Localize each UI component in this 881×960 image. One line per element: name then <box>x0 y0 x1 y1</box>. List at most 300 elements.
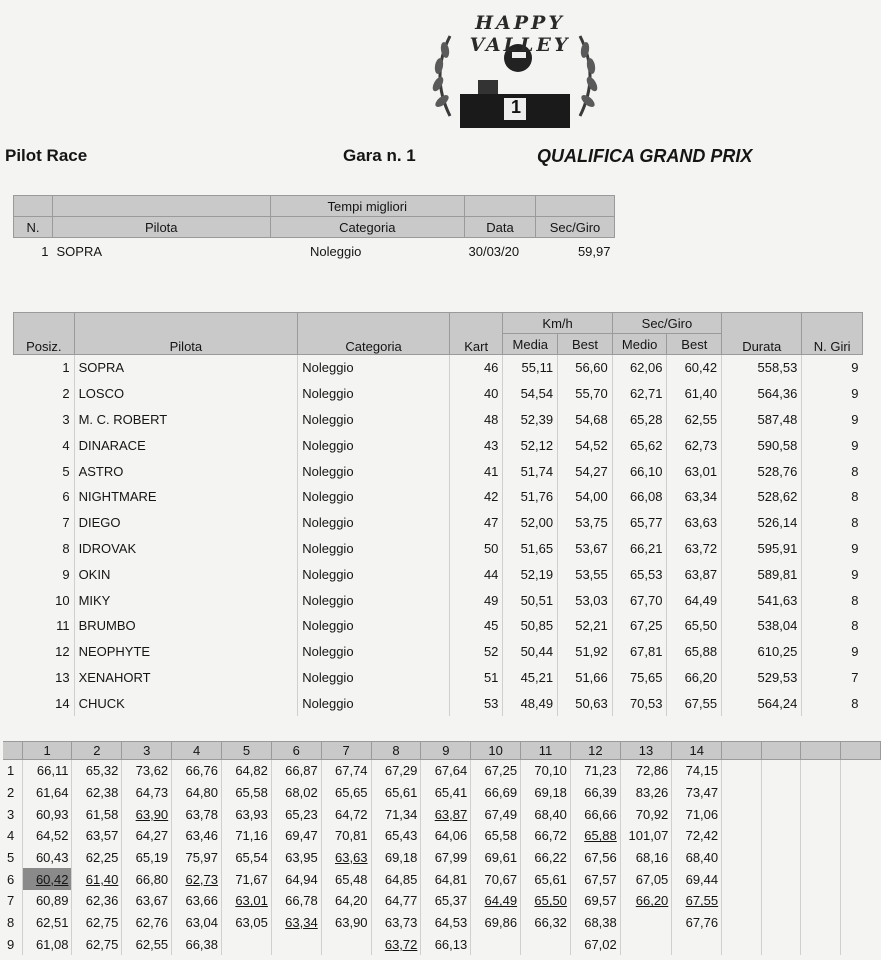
cell-n-giri: 8 <box>802 587 863 613</box>
lap-time: 61,64 <box>22 782 72 804</box>
col-n: N. <box>14 217 53 238</box>
lap-time: 73,47 <box>672 782 722 804</box>
best-categoria: Noleggio <box>310 243 362 259</box>
lap-time: 101,07 <box>620 825 672 847</box>
lap-time <box>672 934 722 956</box>
cell-best-kmh: 53,03 <box>558 587 613 613</box>
cell-categoria: Noleggio <box>298 613 450 639</box>
col-pilot-2: 2 <box>72 742 122 760</box>
cell-media-kmh: 52,19 <box>503 561 558 587</box>
lap-time: 64,27 <box>122 825 172 847</box>
lap-time: 63,67 <box>122 890 172 912</box>
cell-media-kmh: 48,49 <box>503 690 558 716</box>
cell-kart: 53 <box>449 690 502 716</box>
cell-best-kmh: 52,21 <box>558 613 613 639</box>
cell-medio-sec: 62,71 <box>612 381 667 407</box>
lap-time: 64,52 <box>22 825 72 847</box>
cell-posiz: 7 <box>62 515 70 531</box>
lap-time: 67,05 <box>620 868 672 890</box>
lap-time: 62,36 <box>72 890 122 912</box>
lap-time: 63,78 <box>172 803 222 825</box>
lap-time: 70,10 <box>521 760 571 782</box>
cell-posiz: 12 <box>55 644 70 660</box>
lap-time: 71,16 <box>222 825 272 847</box>
cell-durata: 558,53 <box>722 355 802 381</box>
cell-posiz: 14 <box>55 695 70 711</box>
lap-time: 66,20 <box>620 890 672 912</box>
lap-time: 69,57 <box>570 890 620 912</box>
lap-time: 63,01 <box>222 890 272 912</box>
col-pilota: Pilota <box>74 313 298 355</box>
lap-time: 64,77 <box>371 890 421 912</box>
cell-best-sec: 63,63 <box>667 510 722 536</box>
col-pilot-6: 6 <box>271 742 321 760</box>
lap-time: 66,72 <box>521 825 571 847</box>
group-sec-giro: Sec/Giro <box>612 313 721 334</box>
lap-time: 83,26 <box>620 782 672 804</box>
col-best-sec: Best <box>667 334 722 355</box>
lap-time: 74,15 <box>672 760 722 782</box>
cell-media-kmh: 52,39 <box>503 407 558 433</box>
col-categoria: Categoria <box>270 217 464 238</box>
col-pilot-10: 10 <box>471 742 521 760</box>
cell-media-kmh: 50,51 <box>503 587 558 613</box>
lap-time: 67,02 <box>570 934 620 956</box>
table-row <box>14 355 863 381</box>
cell-posiz: 5 <box>62 463 70 479</box>
lap-time: 72,42 <box>672 825 722 847</box>
lap-time: 71,34 <box>371 803 421 825</box>
cell-best-kmh: 54,00 <box>558 484 613 510</box>
cell-best-kmh: 50,63 <box>558 690 613 716</box>
cell-pilota: IDROVAK <box>74 536 298 562</box>
cell-n-giri: 9 <box>802 381 863 407</box>
lap-time: 65,54 <box>222 847 272 869</box>
cell-categoria: Noleggio <box>298 665 450 691</box>
cell-categoria: Noleggio <box>298 510 450 536</box>
lap-time: 63,57 <box>72 825 122 847</box>
cell-best-sec: 66,20 <box>667 665 722 691</box>
col-pilot-11: 11 <box>521 742 571 760</box>
col-pilot-14: 14 <box>672 742 722 760</box>
cell-best-kmh: 53,67 <box>558 536 613 562</box>
cell-n-giri: 9 <box>802 561 863 587</box>
lap-time: 64,85 <box>371 868 421 890</box>
lap-time: 63,66 <box>172 890 222 912</box>
table-row <box>14 432 863 458</box>
cell-pilota: XENAHORT <box>74 665 298 691</box>
cell-categoria: Noleggio <box>298 458 450 484</box>
cell-best-sec: 63,34 <box>667 484 722 510</box>
cell-n-giri: 8 <box>802 613 863 639</box>
cell-pilota: CHUCK <box>74 690 298 716</box>
lap-time: 63,04 <box>172 912 222 934</box>
cell-media-kmh: 51,74 <box>503 458 558 484</box>
lap-time: 68,40 <box>672 847 722 869</box>
col-posiz: Posiz. <box>14 313 75 355</box>
cell-medio-sec: 67,25 <box>612 613 667 639</box>
lap-time: 64,53 <box>421 912 471 934</box>
lap-time: 63,93 <box>222 803 272 825</box>
best-times-header: Tempi migliori <box>270 196 464 217</box>
lap-number: 2 <box>7 785 15 801</box>
lap-time: 64,81 <box>421 868 471 890</box>
lap-times-table <box>3 741 881 955</box>
cell-n-giri: 9 <box>802 639 863 665</box>
table-row <box>14 238 615 265</box>
cell-posiz: 9 <box>62 566 70 582</box>
logo-podium-number: 1 <box>510 97 521 117</box>
lap-time: 62,51 <box>22 912 72 934</box>
lap-time: 62,55 <box>122 934 172 956</box>
cell-durata: 528,62 <box>722 484 802 510</box>
best-pilota: SOPRA <box>56 243 103 259</box>
lap-time: 66,39 <box>570 782 620 804</box>
lap-time: 62,73 <box>172 868 222 890</box>
table-row <box>14 536 863 562</box>
lap-time: 69,44 <box>672 868 722 890</box>
cell-pilota: M. C. ROBERT <box>74 407 298 433</box>
lap-time: 69,18 <box>521 782 571 804</box>
lap-time <box>321 934 371 956</box>
table-row <box>3 890 881 912</box>
col-pilot-3: 3 <box>122 742 172 760</box>
cell-medio-sec: 66,21 <box>612 536 667 562</box>
lap-time: 65,50 <box>521 890 571 912</box>
lap-time <box>222 934 272 956</box>
lap-time: 67,57 <box>570 868 620 890</box>
table-row <box>14 407 863 433</box>
lap-time: 66,76 <box>172 760 222 782</box>
cell-best-sec: 62,55 <box>667 407 722 433</box>
cell-posiz: 2 <box>62 386 70 402</box>
cell-pilota: DIEGO <box>74 510 298 536</box>
cell-media-kmh: 52,12 <box>503 432 558 458</box>
col-pilot-8: 8 <box>371 742 421 760</box>
cell-medio-sec: 65,53 <box>612 561 667 587</box>
lap-time: 66,78 <box>271 890 321 912</box>
col-durata: Durata <box>722 313 802 355</box>
cell-categoria: Noleggio <box>298 381 450 407</box>
lap-time: 60,42 <box>22 868 72 890</box>
cell-pilota: BRUMBO <box>74 613 298 639</box>
lap-time: 62,75 <box>72 912 122 934</box>
col-medio: Medio <box>612 334 667 355</box>
table-row <box>3 760 881 782</box>
lap-time <box>521 934 571 956</box>
lap-time: 65,61 <box>371 782 421 804</box>
lap-time: 66,22 <box>521 847 571 869</box>
lap-time: 67,74 <box>321 760 371 782</box>
session-title: QUALIFICA GRAND PRIX <box>537 146 753 166</box>
cell-best-sec: 65,50 <box>667 613 722 639</box>
cell-n-giri: 8 <box>802 510 863 536</box>
table-row <box>14 613 863 639</box>
lap-time: 63,90 <box>321 912 371 934</box>
lap-time: 65,41 <box>421 782 471 804</box>
lap-time: 62,76 <box>122 912 172 934</box>
table-row <box>14 665 863 691</box>
lap-time: 68,38 <box>570 912 620 934</box>
cell-media-kmh: 51,65 <box>503 536 558 562</box>
lap-time: 63,46 <box>172 825 222 847</box>
table-row <box>14 381 863 407</box>
cell-best-kmh: 56,60 <box>558 355 613 381</box>
lap-time <box>620 934 672 956</box>
table-row <box>14 484 863 510</box>
cell-n-giri: 9 <box>802 407 863 433</box>
cell-medio-sec: 62,06 <box>612 355 667 381</box>
cell-posiz: 8 <box>62 540 70 556</box>
cell-kart: 51 <box>449 665 502 691</box>
cell-kart: 52 <box>449 639 502 665</box>
col-pilot-7: 7 <box>321 742 371 760</box>
cell-medio-sec: 66,08 <box>612 484 667 510</box>
cell-n-giri: 7 <box>802 665 863 691</box>
cell-best-kmh: 53,55 <box>558 561 613 587</box>
lap-time: 63,87 <box>421 803 471 825</box>
lap-time: 69,86 <box>471 912 521 934</box>
table-row <box>3 825 881 847</box>
col-sec-giro: Sec/Giro <box>536 217 615 238</box>
col-pilot-9: 9 <box>421 742 471 760</box>
cell-posiz: 11 <box>56 618 70 634</box>
lap-number: 4 <box>7 828 15 844</box>
table-row <box>14 561 863 587</box>
best-n: 1 <box>41 243 49 259</box>
table-row <box>14 587 863 613</box>
cell-durata: 595,91 <box>722 536 802 562</box>
cell-kart: 49 <box>449 587 502 613</box>
cell-categoria: Noleggio <box>298 355 450 381</box>
cell-pilota: MIKY <box>74 587 298 613</box>
race-number: Gara n. 1 <box>343 146 416 165</box>
lap-time: 65,58 <box>222 782 272 804</box>
col-n-giri: N. Giri <box>802 313 863 355</box>
lap-time: 63,72 <box>371 934 421 956</box>
cell-durata: 610,25 <box>722 639 802 665</box>
cell-media-kmh: 50,44 <box>503 639 558 665</box>
table-row <box>14 690 863 716</box>
cell-n-giri: 9 <box>802 355 863 381</box>
lap-time: 65,23 <box>271 803 321 825</box>
col-best-kmh: Best <box>558 334 613 355</box>
cell-media-kmh: 50,85 <box>503 613 558 639</box>
cell-categoria: Noleggio <box>298 690 450 716</box>
group-kmh: Km/h <box>503 313 612 334</box>
cell-categoria: Noleggio <box>298 484 450 510</box>
col-pilot-5: 5 <box>222 742 272 760</box>
lap-time: 67,64 <box>421 760 471 782</box>
lap-time: 71,67 <box>222 868 272 890</box>
cell-kart: 46 <box>449 355 502 381</box>
cell-media-kmh: 52,00 <box>503 510 558 536</box>
lap-time <box>620 912 672 934</box>
lap-time: 60,93 <box>22 803 72 825</box>
lap-time: 66,32 <box>521 912 571 934</box>
lap-time: 64,73 <box>122 782 172 804</box>
lap-time: 63,34 <box>271 912 321 934</box>
cell-n-giri: 8 <box>802 484 863 510</box>
lap-time: 65,37 <box>421 890 471 912</box>
lap-time: 62,38 <box>72 782 122 804</box>
col-categoria: Categoria <box>298 313 450 355</box>
cell-posiz: 6 <box>62 489 70 505</box>
lap-time: 68,40 <box>521 803 571 825</box>
cell-durata: 590,58 <box>722 432 802 458</box>
cell-kart: 40 <box>449 381 502 407</box>
cell-n-giri: 8 <box>802 458 863 484</box>
lap-number: 1 <box>7 763 15 779</box>
cell-media-kmh: 51,76 <box>503 484 558 510</box>
table-row <box>14 639 863 665</box>
cell-posiz: 4 <box>62 437 70 453</box>
lap-time: 66,69 <box>471 782 521 804</box>
lap-time: 69,47 <box>271 825 321 847</box>
cell-categoria: Noleggio <box>298 536 450 562</box>
cell-durata: 538,04 <box>722 613 802 639</box>
lap-time: 64,20 <box>321 890 371 912</box>
best-sec-giro: 59,97 <box>577 243 611 259</box>
col-kart: Kart <box>449 313 502 355</box>
lap-time: 70,81 <box>321 825 371 847</box>
lap-time: 65,19 <box>122 847 172 869</box>
best-data: 30/03/20 <box>468 243 520 259</box>
cell-durata: 564,24 <box>722 690 802 716</box>
lap-time: 63,90 <box>122 803 172 825</box>
col-media: Media <box>503 334 558 355</box>
lap-time: 62,25 <box>72 847 122 869</box>
cell-categoria: Noleggio <box>298 561 450 587</box>
lap-time: 71,23 <box>570 760 620 782</box>
lap-time: 66,87 <box>271 760 321 782</box>
table-row <box>3 934 881 956</box>
cell-categoria: Noleggio <box>298 407 450 433</box>
cell-posiz: 3 <box>62 411 70 427</box>
cell-n-giri: 9 <box>802 536 863 562</box>
lap-time: 67,76 <box>672 912 722 934</box>
lap-time: 65,32 <box>72 760 122 782</box>
cell-durata: 526,14 <box>722 510 802 536</box>
table-row <box>14 458 863 484</box>
cell-durata: 564,36 <box>722 381 802 407</box>
lap-time: 63,63 <box>321 847 371 869</box>
col-pilota: Pilota <box>53 217 271 238</box>
lap-number: 5 <box>7 850 15 866</box>
cell-medio-sec: 65,77 <box>612 510 667 536</box>
cell-media-kmh: 55,11 <box>503 355 558 381</box>
cell-medio-sec: 65,28 <box>612 407 667 433</box>
lap-time: 65,61 <box>521 868 571 890</box>
col-pilot-4: 4 <box>172 742 222 760</box>
cell-best-sec: 63,87 <box>667 561 722 587</box>
table-row <box>3 782 881 804</box>
cell-best-kmh: 51,66 <box>558 665 613 691</box>
cell-pilota: SOPRA <box>74 355 298 381</box>
table-row <box>3 868 881 890</box>
lap-time: 63,05 <box>222 912 272 934</box>
lap-time: 64,94 <box>271 868 321 890</box>
lap-time: 65,58 <box>471 825 521 847</box>
lap-time: 69,61 <box>471 847 521 869</box>
cell-categoria: Noleggio <box>298 639 450 665</box>
cell-posiz: 13 <box>55 669 70 685</box>
cell-pilota: ASTRO <box>74 458 298 484</box>
lap-number: 7 <box>7 893 15 909</box>
lap-number: 3 <box>7 806 15 822</box>
table-row <box>3 912 881 934</box>
lap-time: 62,75 <box>72 934 122 956</box>
lap-time: 64,80 <box>172 782 222 804</box>
cell-durata: 587,48 <box>722 407 802 433</box>
lap-number: 6 <box>7 871 15 887</box>
lap-time: 66,66 <box>570 803 620 825</box>
cell-best-kmh: 55,70 <box>558 381 613 407</box>
cell-durata: 589,81 <box>722 561 802 587</box>
lap-time: 67,55 <box>672 890 722 912</box>
lap-time: 69,18 <box>371 847 421 869</box>
lap-time: 67,25 <box>471 760 521 782</box>
cell-kart: 43 <box>449 432 502 458</box>
cell-pilota: LOSCO <box>74 381 298 407</box>
cell-posiz: 10 <box>55 592 70 608</box>
cell-kart: 48 <box>449 407 502 433</box>
cell-pilota: NIGHTMARE <box>74 484 298 510</box>
col-pilot-12: 12 <box>570 742 620 760</box>
lap-time: 68,02 <box>271 782 321 804</box>
lap-time: 64,06 <box>421 825 471 847</box>
cell-best-sec: 61,40 <box>667 381 722 407</box>
lap-time: 61,58 <box>72 803 122 825</box>
cell-kart: 42 <box>449 484 502 510</box>
cell-pilota: OKIN <box>74 561 298 587</box>
cell-kart: 41 <box>449 458 502 484</box>
lap-time: 67,29 <box>371 760 421 782</box>
table-row <box>3 803 881 825</box>
lap-time: 66,80 <box>122 868 172 890</box>
cell-best-sec: 67,55 <box>667 690 722 716</box>
cell-media-kmh: 54,54 <box>503 381 558 407</box>
cell-best-sec: 64,49 <box>667 587 722 613</box>
lap-time: 70,67 <box>471 868 521 890</box>
cell-durata: 541,63 <box>722 587 802 613</box>
lap-number: 9 <box>7 936 15 952</box>
cell-n-giri: 9 <box>802 432 863 458</box>
cell-posiz: 1 <box>62 360 70 376</box>
cell-best-kmh: 53,75 <box>558 510 613 536</box>
cell-pilota: NEOPHYTE <box>74 639 298 665</box>
lap-time: 65,65 <box>321 782 371 804</box>
cell-best-sec: 60,42 <box>667 355 722 381</box>
lap-time: 66,13 <box>421 934 471 956</box>
lap-time: 63,73 <box>371 912 421 934</box>
lap-time <box>271 934 321 956</box>
cell-best-sec: 63,01 <box>667 458 722 484</box>
cell-best-kmh: 51,92 <box>558 639 613 665</box>
lap-time: 64,49 <box>471 890 521 912</box>
cell-best-kmh: 54,68 <box>558 407 613 433</box>
cell-medio-sec: 67,81 <box>612 639 667 665</box>
lap-time: 61,08 <box>22 934 72 956</box>
lap-time: 66,11 <box>22 760 72 782</box>
cell-categoria: Noleggio <box>298 587 450 613</box>
cell-best-sec: 63,72 <box>667 536 722 562</box>
results-table <box>13 312 863 716</box>
cell-medio-sec: 67,70 <box>612 587 667 613</box>
lap-time: 66,38 <box>172 934 222 956</box>
report-source: Pilot Race <box>5 146 88 165</box>
table-row <box>14 510 863 536</box>
